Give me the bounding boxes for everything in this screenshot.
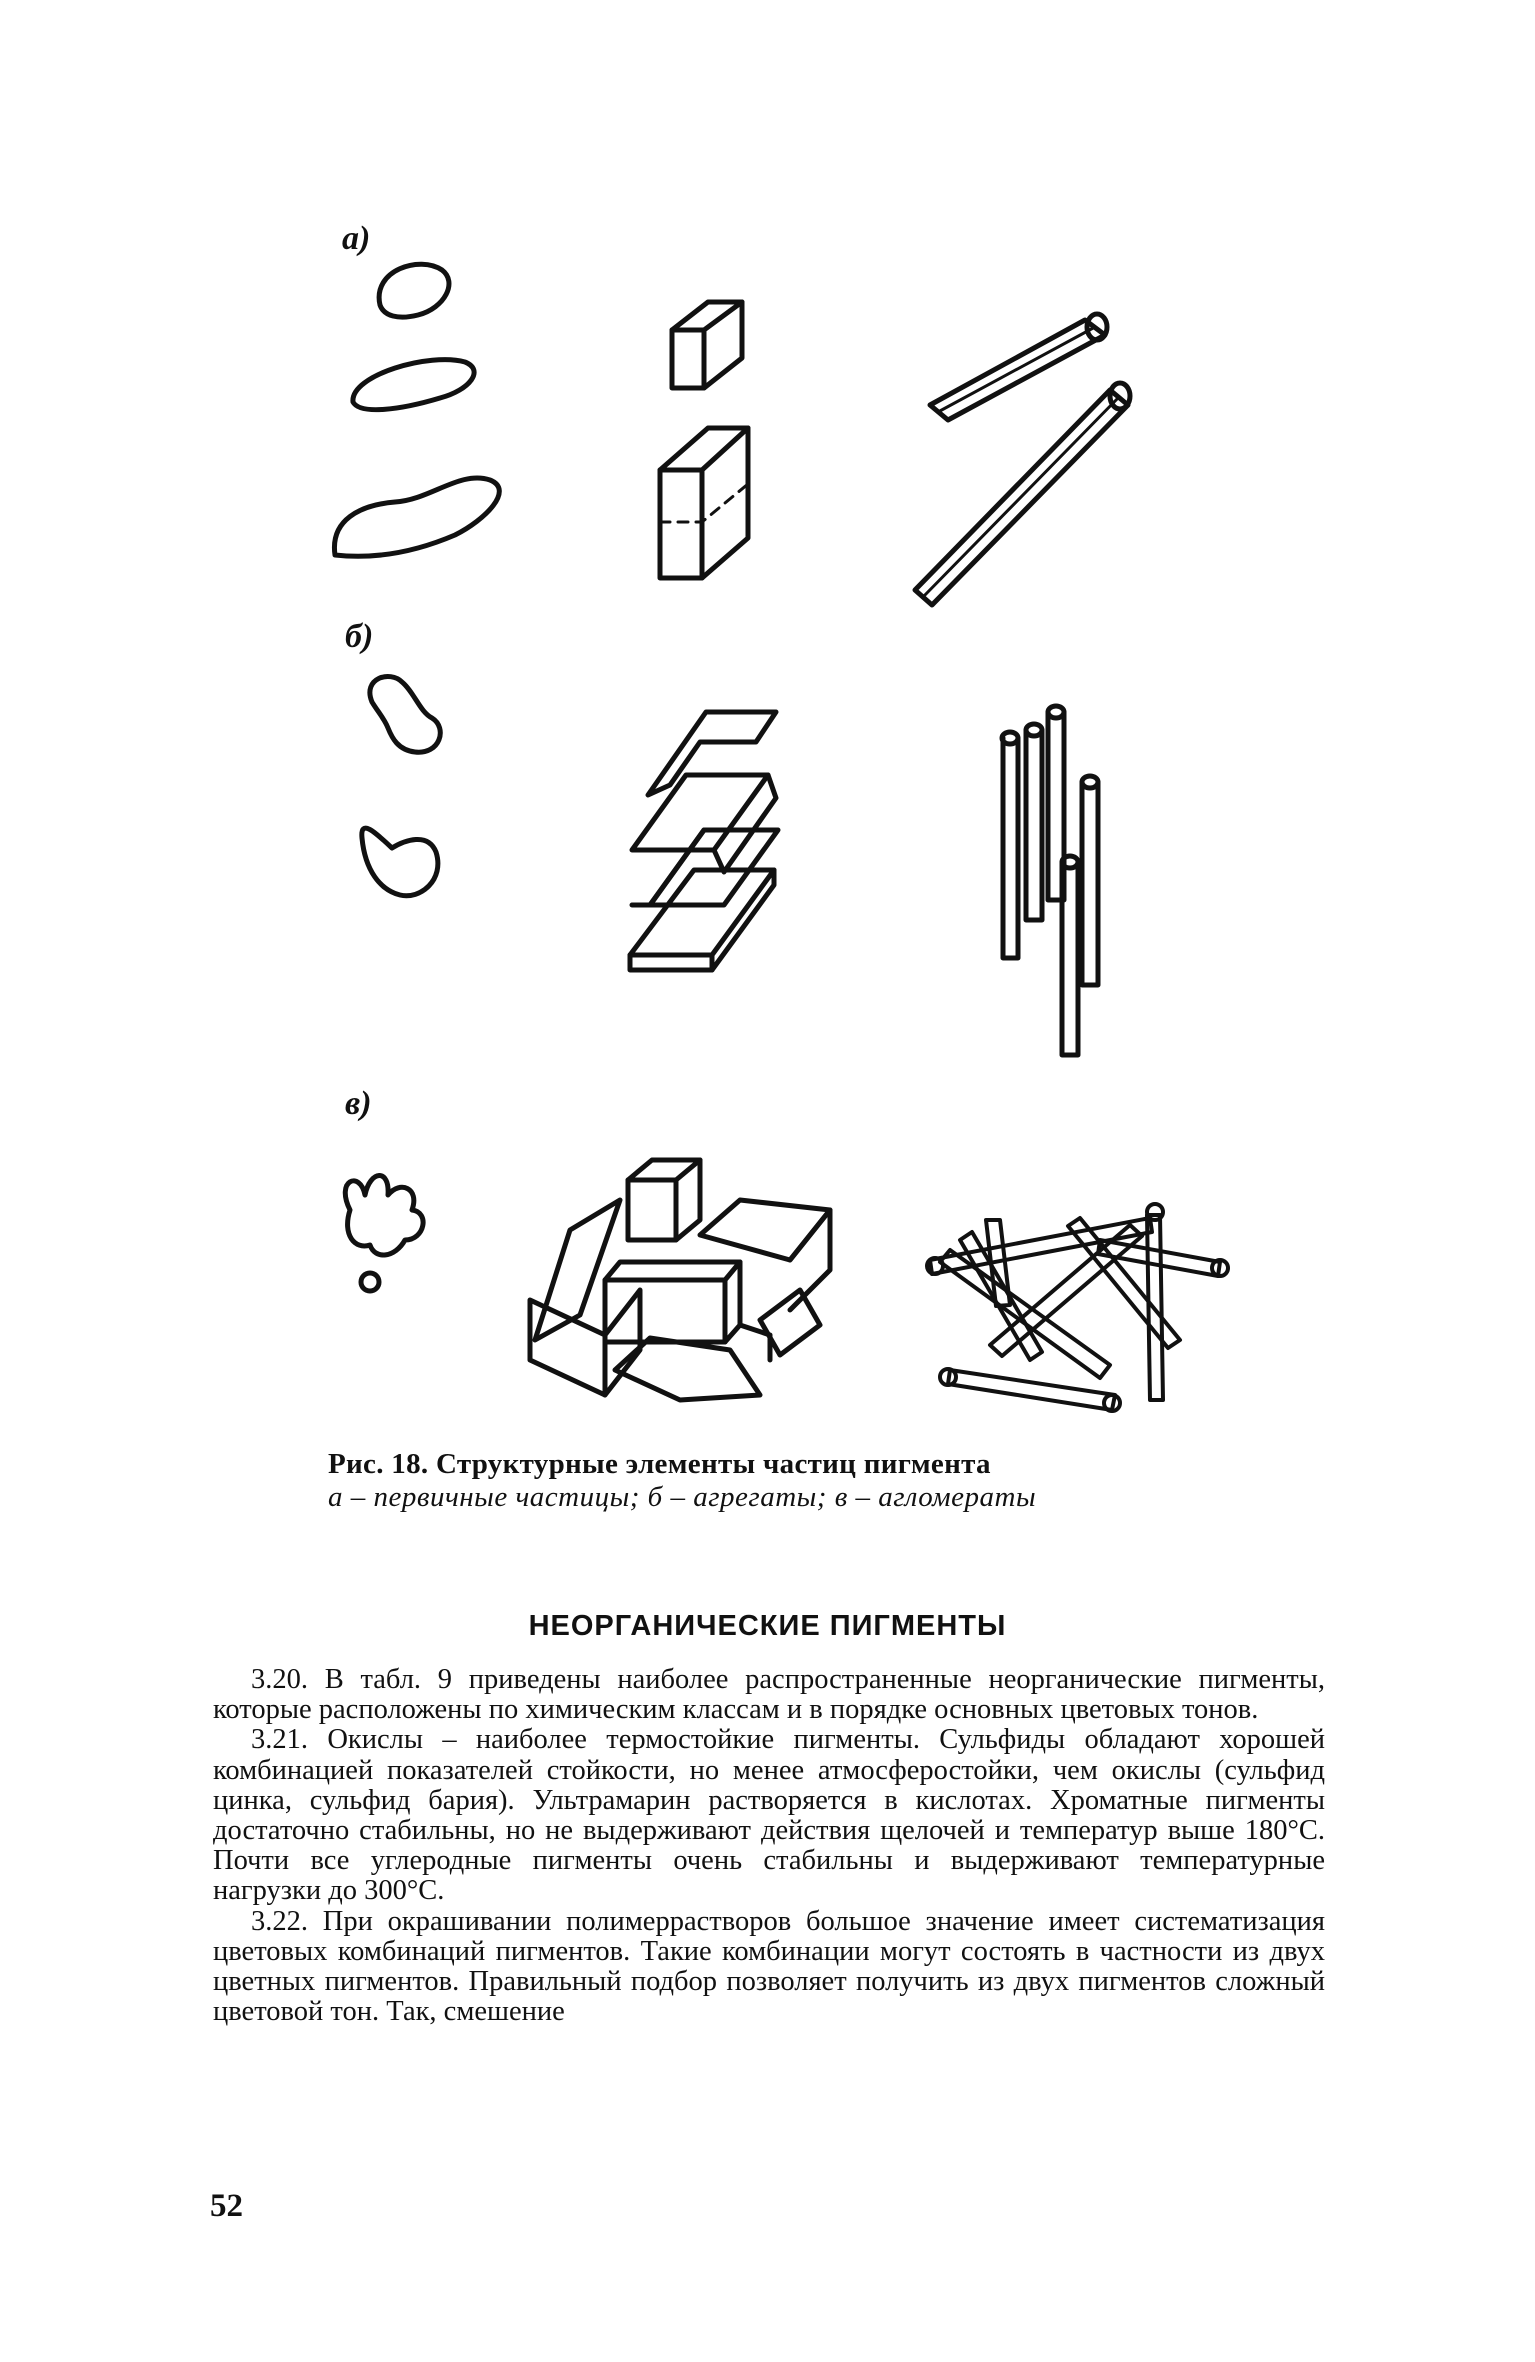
figure-caption-title: Рис. 18. Структурные элементы частиц пигмента	[328, 1448, 991, 1480]
primary-particle-oval	[353, 360, 474, 410]
figure-caption-subtitle: а – первичные частицы; б – агрегаты; в – агломераты	[328, 1481, 1037, 1513]
paragraph-3-22: 3.22. При окрашивании полимеррастворов большое значение имеет систематизация цветовых комбинаций пигментов. Такие комбинации могут состоять в частности из двух цветных пигментов. Правильный подбор позволяет получить из двух пигментов сложный цветовой тон. Так, смешение	[213, 1905, 1325, 2028]
paragraph-3-21: 3.21. Окислы – наиболее термостойкие пигменты. Сульфиды обладают хорошей комбинацией показателей стойкости, но менее атмосферостойки, чем окислы (сульфид цинка, сульфид бария). Ультрамарин растворяется в кислотах. Хроматные пигменты достаточно стабильны, но не выдерживают действия щелочей и температур выше 180°С. Почти все углеродные пигменты очень стабильны и выдерживают температурные нагрузки до 300°С.	[213, 1724, 1325, 1907]
primary-particle-round	[379, 264, 449, 317]
agglomerate-blob-cluster	[345, 1175, 423, 1255]
aggregate-needle-bundle	[1002, 706, 1098, 1055]
panel-label-a: а)	[342, 220, 371, 257]
paragraph-3-20: 3.20. В табл. 9 приведены наиболее распространенные неорганические пигменты, которые расположены по химическим классам и в порядке основных цветовых тонов.	[213, 1664, 1325, 1726]
primary-particle-small-plate	[672, 302, 742, 388]
primary-particle-short-needle	[930, 314, 1107, 420]
primary-particle-large-plate	[660, 428, 748, 578]
figure-caption	[328, 1448, 1328, 1514]
aggregate-heart	[362, 828, 438, 896]
section-heading: НЕОРГАНИЧЕСКИЕ ПИГМЕНТЫ	[528, 1610, 1007, 1642]
panel-label-c: в)	[345, 1085, 372, 1122]
page-number: 52	[210, 2188, 243, 2224]
agglomerate-plate-pile	[530, 1160, 830, 1400]
aggregate-plate-stack	[630, 712, 778, 970]
primary-particles-row	[334, 264, 1130, 605]
aggregates-row	[362, 676, 1098, 1055]
agglomerate-needle-tangle	[927, 1204, 1228, 1411]
aggregate-blob	[370, 676, 440, 752]
primary-particle-irregular	[334, 478, 499, 556]
body-text	[213, 1665, 1325, 2027]
panel-label-b: б)	[345, 618, 374, 655]
agglomerates-row	[345, 1160, 1228, 1411]
